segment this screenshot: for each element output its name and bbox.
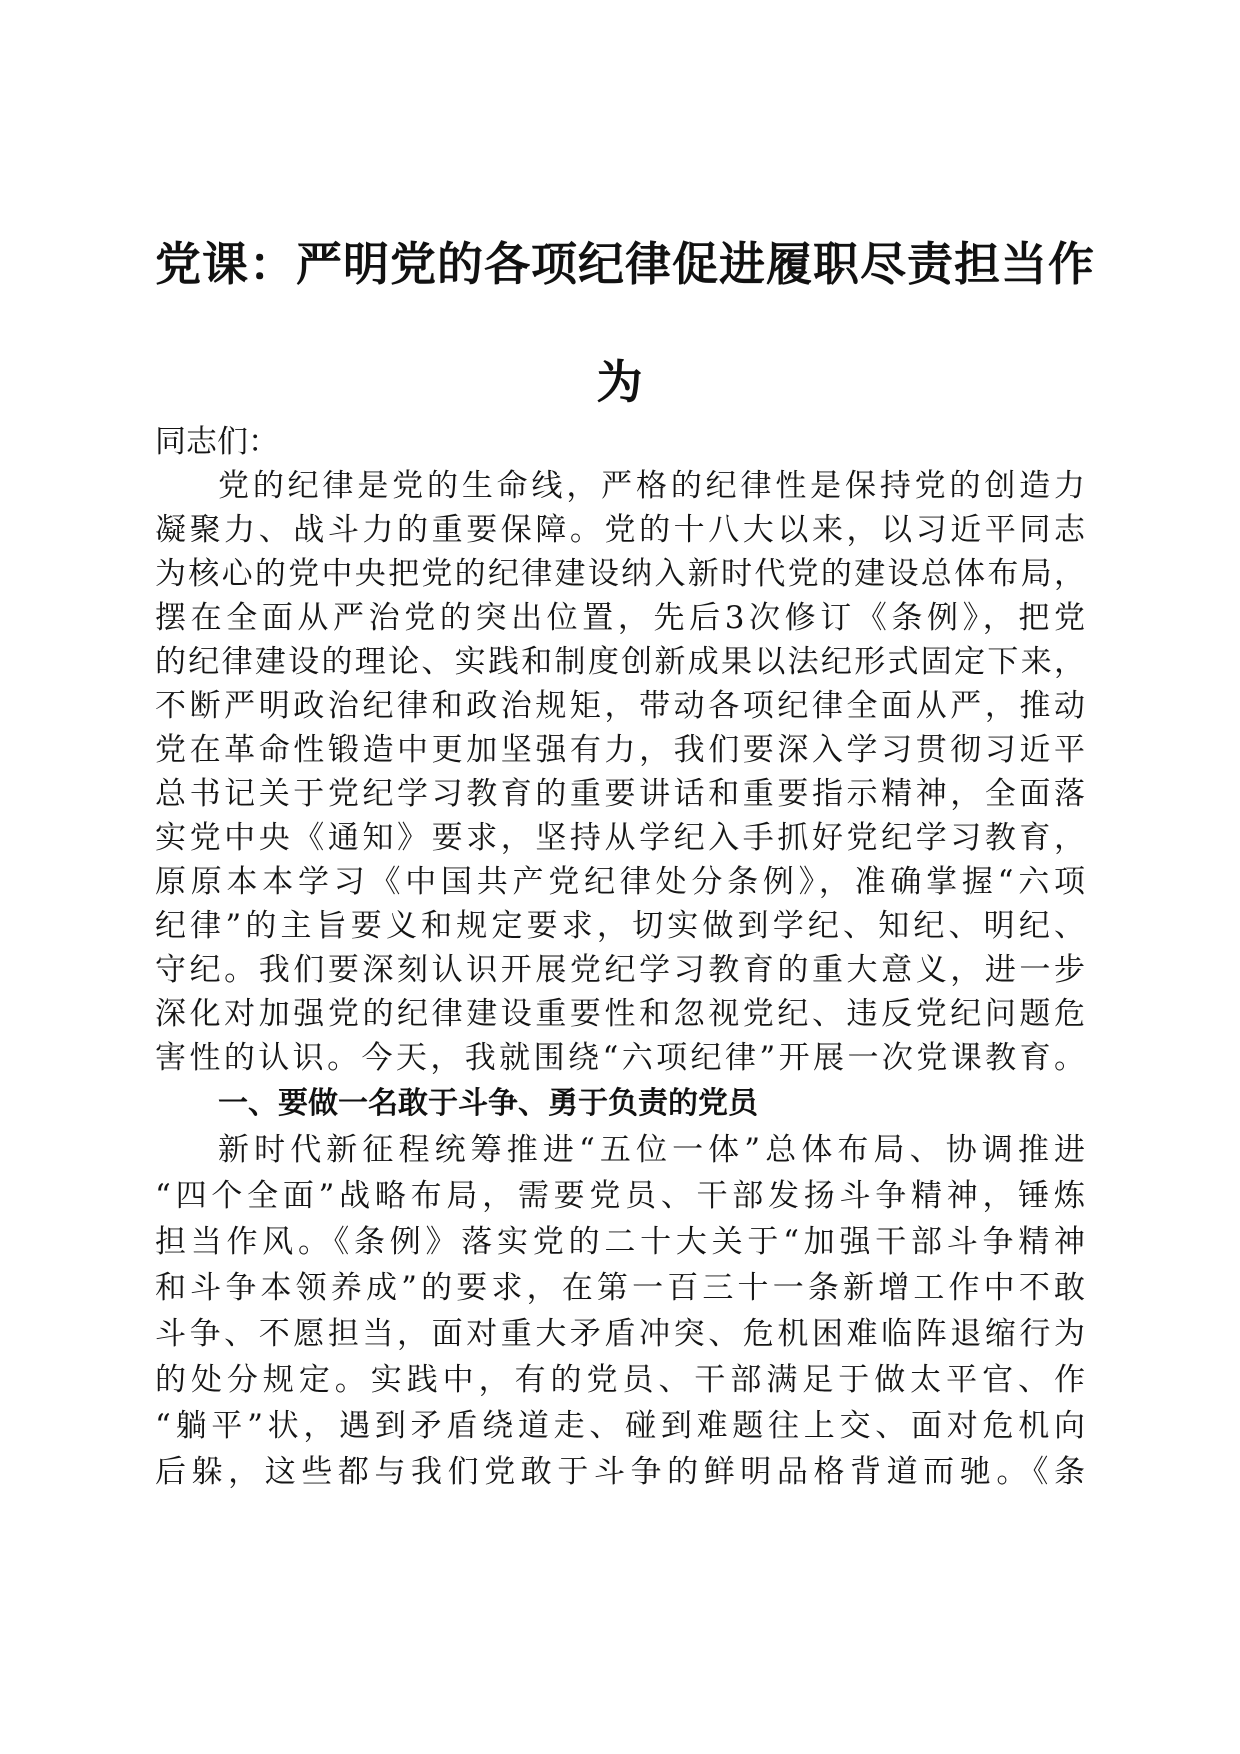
paragraph-1-line: 党的纪律是党的生命线，严格的纪律性是保持党的创造力: [218, 468, 1085, 504]
paragraph-1-line: 害性的认识。今天，我就围绕“六项纪律”开展一次党课教育。: [155, 1040, 1085, 1076]
paragraph-1-line: 不断严明政治纪律和政治规矩，带动各项纪律全面从严，推动: [155, 688, 1085, 724]
paragraph-1-line: 总书记关于党纪学习教育的重要讲话和重要指示精神，全面落: [155, 776, 1085, 812]
paragraph-2-line: “躺平”状，遇到矛盾绕道走、碰到难题往上交、面对危机向: [155, 1408, 1085, 1444]
paragraph-2-line: 后躲，这些都与我们党敢于斗争的鲜明品格背道而驰。《条: [155, 1454, 1085, 1490]
paragraph-1-line: 守纪。我们要深刻认识开展党纪学习教育的重大意义，进一步: [155, 952, 1085, 988]
section-1-heading: 一、要做一名敢于斗争、勇于负责的党员: [218, 1086, 758, 1121]
paragraph-2-line: 担当作风。《条例》落实党的二十大关于“加强干部斗争精神: [155, 1224, 1085, 1260]
document-title-line-1: 党课：严明党的各项纪律促进履职尽责担当作: [155, 237, 1095, 291]
paragraph-1-line: 党在革命性锻造中更加坚强有力，我们要深入学习贯彻习近平: [155, 732, 1085, 768]
paragraph-1-line: 为核心的党中央把党的纪律建设纳入新时代党的建设总体布局，: [155, 556, 1085, 592]
paragraph-1-line: 凝聚力、战斗力的重要保障。党的十八大以来，以习近平同志: [155, 512, 1085, 548]
paragraph-2-line: 的处分规定。实践中，有的党员、干部满足于做太平官、作: [155, 1362, 1085, 1398]
salutation: 同志们：: [155, 424, 279, 460]
document-title-line-2: 为: [596, 355, 644, 409]
paragraph-1-line: 的纪律建设的理论、实践和制度创新成果以法纪形式固定下来，: [155, 644, 1085, 680]
paragraph-2-line: 斗争、不愿担当，面对重大矛盾冲突、危机困难临阵退缩行为: [155, 1316, 1085, 1352]
paragraph-1-line: 纪律”的主旨要义和规定要求，切实做到学纪、知纪、明纪、: [155, 908, 1085, 944]
paragraph-1-line: 实党中央《通知》要求，坚持从学纪入手抓好党纪学习教育，: [155, 820, 1085, 856]
paragraph-2-line: “四个全面”战略布局，需要党员、干部发扬斗争精神，锤炼: [155, 1178, 1085, 1214]
paragraph-2-line: 和斗争本领养成”的要求，在第一百三十一条新增工作中不敢: [155, 1270, 1085, 1306]
paragraph-1-line: 原原本本学习《中国共产党纪律处分条例》，准确掌握“六项: [155, 864, 1085, 900]
paragraph-1-line: 摆在全面从严治党的突出位置，先后3次修订《条例》，把党: [155, 600, 1085, 636]
paragraph-1-line: 深化对加强党的纪律建设重要性和忽视党纪、违反党纪问题危: [155, 996, 1085, 1032]
paragraph-2-line: 新时代新征程统筹推进“五位一体”总体布局、协调推进: [218, 1132, 1085, 1168]
